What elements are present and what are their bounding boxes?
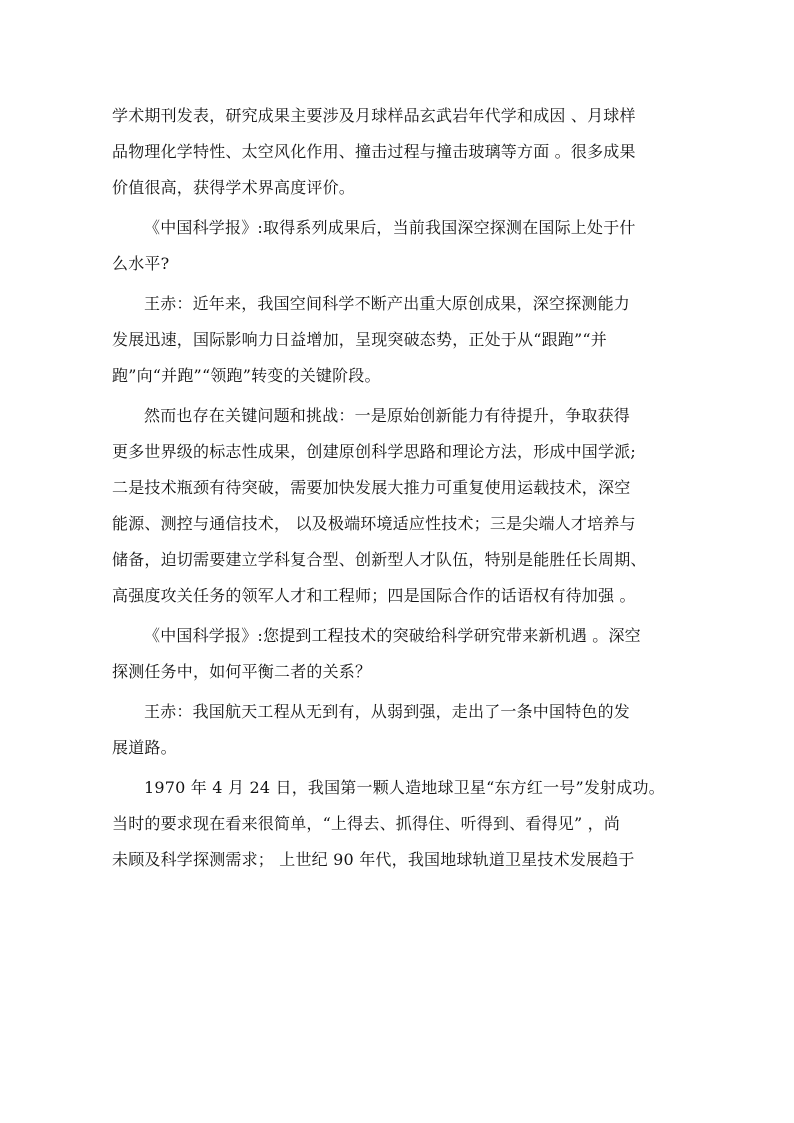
text-line: 王赤：我国航天工程从无到有，从弱到强，走出了一条中国特色的发 [144,702,631,721]
text-line: 储备，迫切需要建立学科复合型、创新型人才队伍，特别是能胜任长周期、 [112,550,647,569]
text-line: 发展迅速，国际影响力日益增加，呈现突破态势，正处于从“跟跑”“并 [112,330,607,349]
paragraph-question-balance [112,618,692,690]
text-line: 王赤：近年来，我国空间科学不断产出重大原创成果，深空探测能力 [144,294,631,313]
paragraph-research-results [112,98,692,206]
text-line: 二是技术瓶颈有待突破，需要加快发展大推力可重复使用运载技术，深空 [112,478,631,497]
text-line: 学术期刊发表，研究成果主要涉及月球样品玄武岩年代学和成因 、月球样 [112,106,636,125]
text-line: 然而也存在关键问题和挑战：一是原始创新能力有待提升，争取获得 [144,406,631,425]
text-line: 《中国科学报》:取得系列成果后，当前我国深空探测在国际上处于什 [144,218,636,237]
text-line: 展道路。 [112,738,177,757]
text-line: 价值很高，获得学术界高度评价。 [112,178,356,197]
text-line: 1970 年 4 月 24 日，我国第一颗人造地球卫星“东方红一号”发射成功。 [144,778,665,797]
text-line: 探测任务中，如何平衡二者的关系？ [112,662,372,681]
document-body [112,98,692,878]
paragraph-history [112,770,692,878]
text-line: 未顾及科学探测需求； 上世纪 90 年代，我国地球轨道卫星技术发展趋于 [112,850,635,869]
text-line: 能源、测控与通信技术， 以及极端环境适应性技术；三是尖端人才培养与 [112,514,636,533]
paragraph-answer-progress [112,286,692,394]
paragraph-question-level [112,210,692,282]
paragraph-answer-engineering [112,694,692,766]
text-line: 跑”向“并跑”“领跑”转变的关键阶段。 [112,366,381,385]
text-line: 当时的要求现在看来很简单，“上得去、抓得住、听得到、看得见” ，尚 [112,814,621,833]
paragraph-challenges [112,398,692,614]
text-line: 《中国科学报》:您提到工程技术的突破给科学研究带来新机遇 。深空 [144,626,641,645]
text-line: 更多世界级的标志性成果，创建原创科学思路和理论方法，形成中国学派; [112,442,636,461]
text-line: 么水平? [112,254,170,273]
text-line: 高强度攻关任务的领军人才和工程师；四是国际合作的话语权有待加强 。 [112,586,636,605]
text-line: 品物理化学特性、太空风化作用、撞击过程与撞击玻璃等方面 。很多成果 [112,142,636,161]
